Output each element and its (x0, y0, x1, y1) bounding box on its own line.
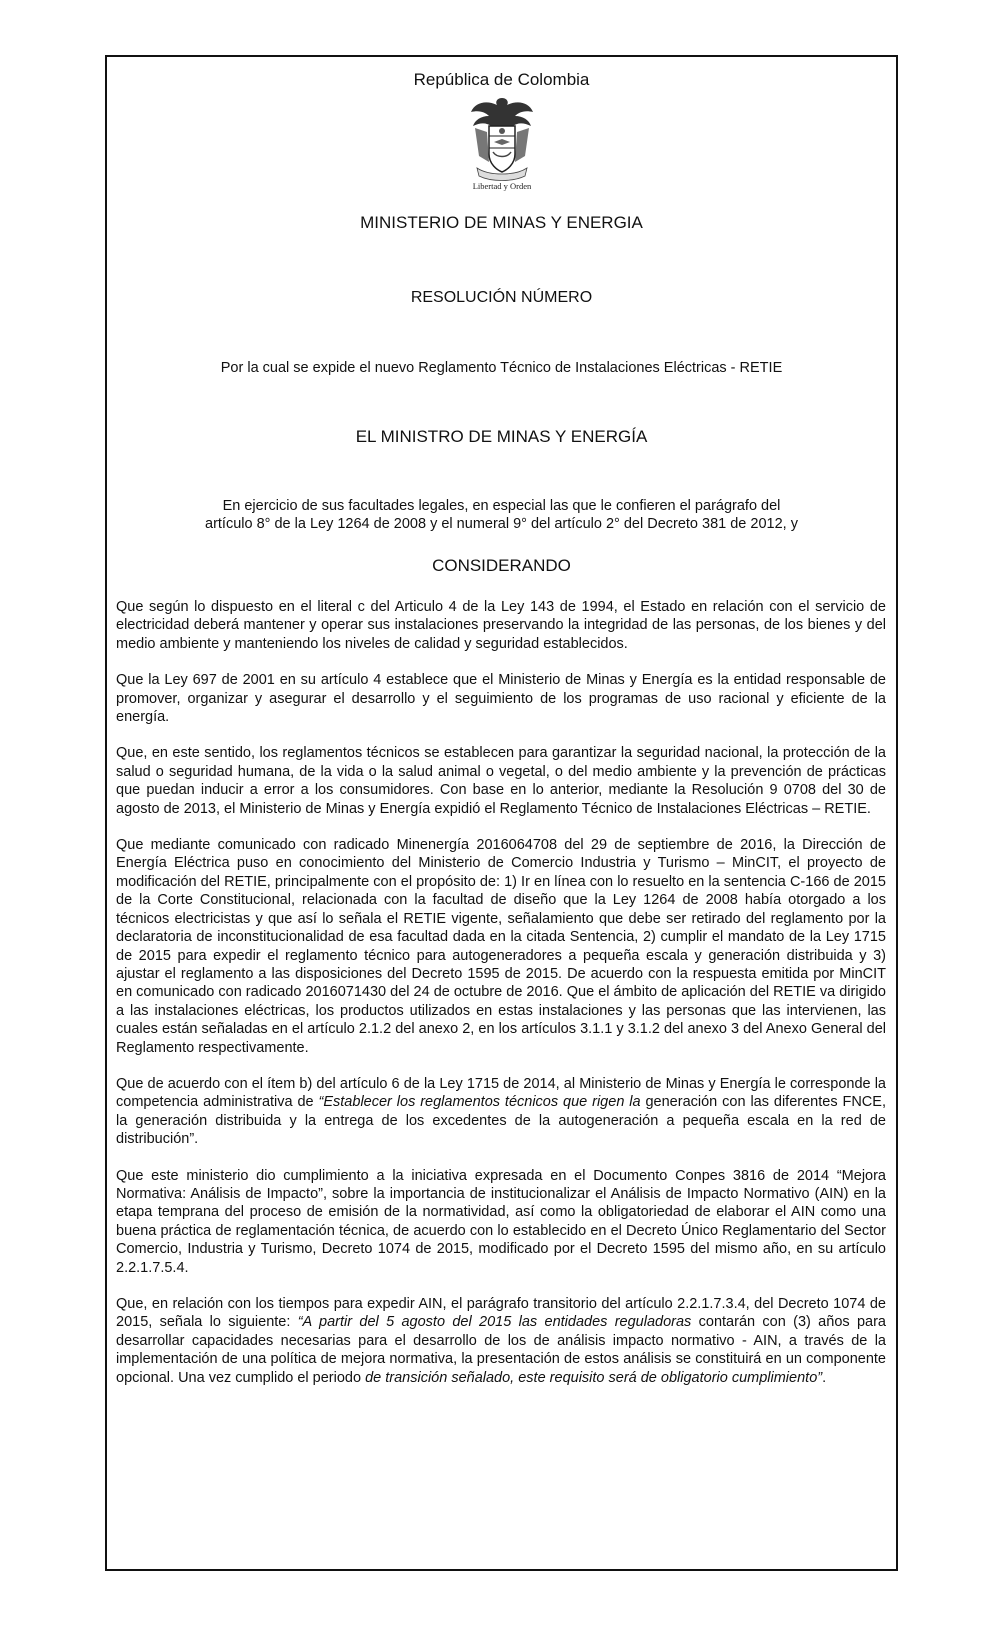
considering-heading: CONSIDERANDO (432, 556, 571, 575)
paragraph-3: Que, en este sentido, los reglamentos técnicos se establecen para garantizar la seguridad nacional, la protección de la salud o seguridad humana, de la vida o la salud animal o vegetal, o del medio ambiente y la prevención de prácticas que puedan inducir a error a los consumidores. Con base en lo anterior, mediante la Resolución 9 0708 del 30 de agosto de 2013, el Ministerio de Minas y Energía expidió el Reglamento Técnico de Instalaciones Eléctricas – RETIE. (116, 745, 886, 817)
powers-line-2: artículo 8° de la Ley 1264 de 2008 y el numeral 9° del artículo 2° del Decreto 381 de 2012, y (205, 516, 798, 532)
paragraph-2: Que la Ley 697 de 2001 en su artículo 4 establece que el Ministerio de Minas y Energía es la entidad responsable de promover, organizar y asegurar el desarrollo y el seguimiento de los programas de uso racional y eficiente de la energía. (116, 672, 886, 726)
paragraph-5-text-end: generación con las diferentes FNCE, la generación distribuida y la entrega de los excedentes de la autogeneración a pequeña escala en la red de distribución”. (116, 1094, 886, 1148)
paragraph-4: Que mediante comunicado con radicado Minenergía 2016064708 del 29 de septiembre de 2016, la Dirección de Energía Eléctrica puso en conocimiento del Ministerio de Comercio Industria y Turismo – MinCIT, el proyecto de modificación del RETIE, principalmente con el propósito de: 1) Ir en línea con lo resuelto en la sentencia C-166 de 2015 de la Corte Constitucional, relacionada con la facultad de diseño que la Ley 1264 de 2008 había otorgado a los técnicos electricistas y que así lo señala el RETIE vigente, señalamiento que debe ser retirado del reglamento por la declaratoria de inconstitucionalidad de esa facultad dada en la citada Sentencia, 2) cumplir el mandato de la Ley 1715 de 2015 para expedir el reglamento técnico para autogeneradores a pequeña escala y generación distribuida y 3) ajustar el reglamento a las disposiciones del Decreto 1595 de 2015. De acuerdo con la respuesta emitida por MinCIT en comunicado con radicado 2016071430 del 24 de octubre de 2016. Que el ámbito de aplicación del RETIE va dirigido a las instalaciones eléctricas, los productos utilizados en estas instalaciones y las personas que las intervienen, las cuales están señaladas en el artículo 2.1.2 del anexo 2, en los artículos 3.1.1 y 3.1.2 del anexo 3 del Anexo General del Reglamento respectivamente. (116, 837, 886, 1056)
paragraph-7-quote-1: “A partir del 5 agosto del 2015 las entidades reguladoras (297, 1314, 692, 1331)
resolution-subject: Por la cual se expide el nuevo Reglamento Técnico de Instalaciones Eléctricas - RETIE (220, 360, 783, 376)
considerations-body (116, 598, 886, 1405)
paragraph-5-quote: “Establecer los reglamentos técnicos que rigen la (318, 1094, 641, 1111)
paragraph-7-quote-2: de transición señalado, este requisito será de obligatorio cumplimiento” (365, 1369, 823, 1386)
authority-title: EL MINISTRO DE MINAS Y ENERGÍA (355, 427, 648, 446)
paragraph-7-end: . (822, 1369, 827, 1386)
coat-of-arms-icon (467, 92, 537, 192)
paragraph-5 (116, 1075, 886, 1149)
powers-line-1: En ejercicio de sus facultades legales, en especial las que le confieren el parágrafo del (222, 498, 781, 514)
crest-motto: Libertad y Orden (472, 181, 532, 191)
country-name: República de Colombia (413, 70, 590, 89)
paragraph-7-text: Que, en relación con los tiempos para expedir AIN, el parágrafo transitorio del artículo 2.2.1.7.3.4, del Decreto 1074 de 2015, señala lo siguiente: (116, 1296, 886, 1331)
paragraph-1: Que según lo dispuesto en el literal c del Articulo 4 de la Ley 143 de 1994, el Estado en relación con el servicio de electricidad deberá mantener y operar sus instalaciones preservando la integridad de las personas, de los bienes y del medio ambiente y manteniendo los niveles de calidad y seguridad establecidos. (116, 599, 886, 652)
powers-statement (105, 497, 898, 533)
resolution-number-label: RESOLUCIÓN NÚMERO (410, 289, 593, 306)
paragraph-5-text: Que de acuerdo con el ítem b) del artículo 6 de la Ley 1715 de 2014, al Ministerio de Minas y Energía le corresponde la competencia administrativa de (116, 1075, 886, 1111)
ministry-title: MINISTERIO DE MINAS Y ENERGIA (360, 213, 643, 232)
paragraph-6: Que este ministerio dio cumplimiento a la iniciativa expresada en el Documento Conpes 3816 de 2014 “Mejora Normativa: Análisis de Impacto”, sobre la importancia de institucionalizar el Análisis de Impacto Normativo (AIN) en la etapa temprana del proceso de emisión de la normatividad, así como la obligatoriedad de elaborar el AIN como una buena práctica de reglamentación técnica, de acuerdo con lo establecido en el Decreto Único Reglamentario del Sector Comercio, Industria y Turismo, Decreto 1074 de 2015, modificado por el Decreto 1595 del mismo año, en su artículo 2.2.1.7.5.4. (116, 1167, 886, 1276)
paragraph-7-text-middle: contarán con (3) años para desarrollar capacidades necesarias para el desarrollo de los de análisis impacto normativo - AIN, a través de la implementación de una política de mejora normativa, la presentación de estos análisis se constituirá en un componente opcional. Una vez cumplido el periodo (116, 1314, 886, 1386)
paragraph-7 (116, 1295, 886, 1387)
